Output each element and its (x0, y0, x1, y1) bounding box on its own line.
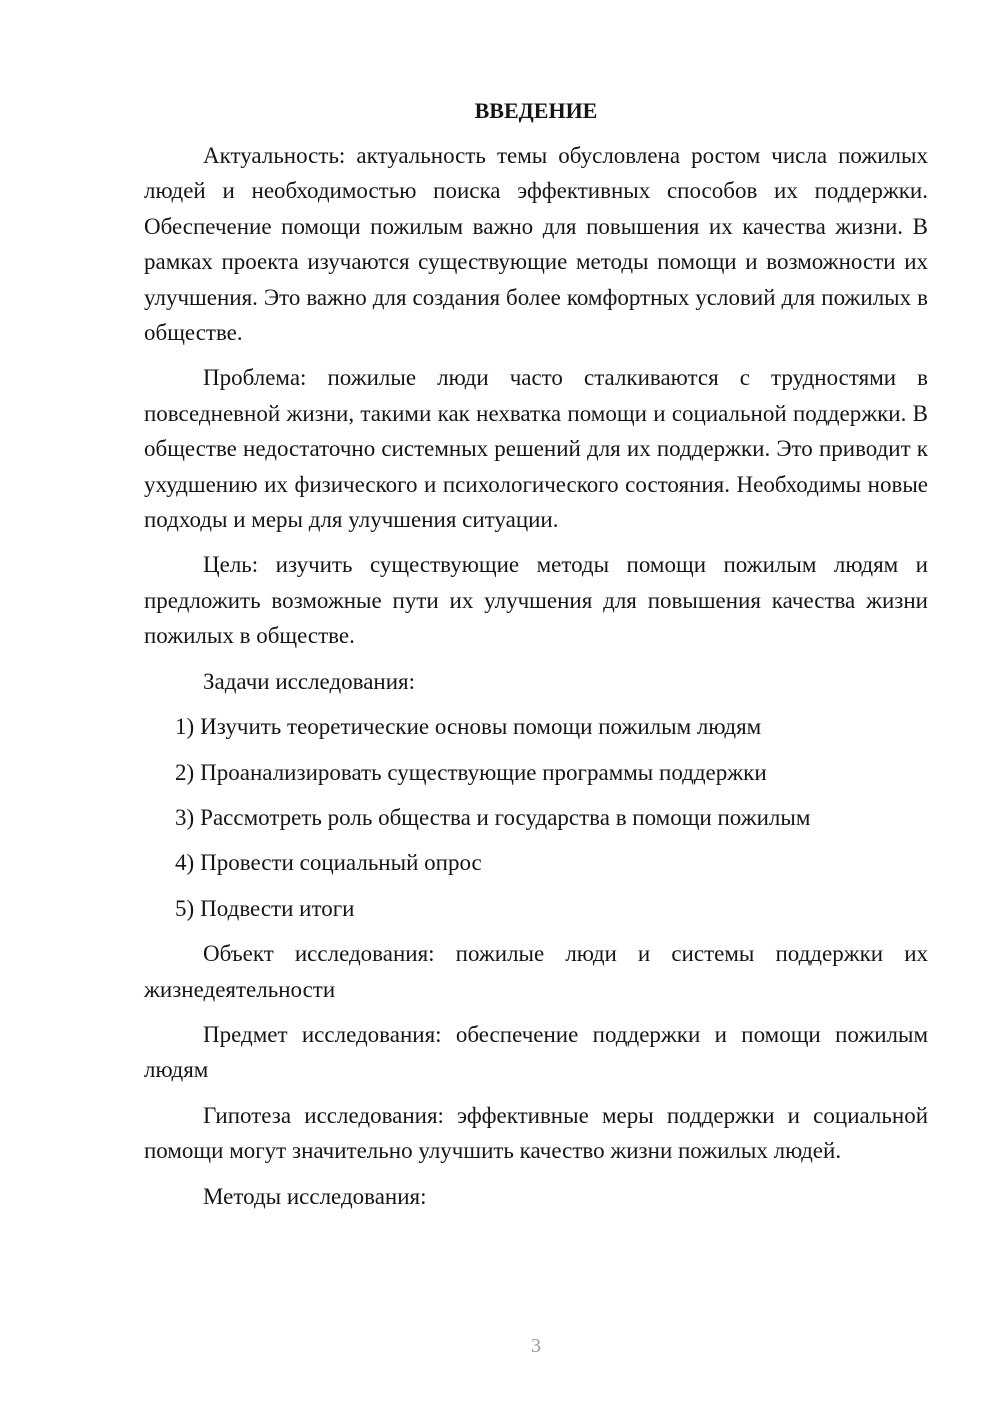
page-content (144, 96, 928, 1224)
list-item (144, 755, 928, 790)
list-item-number: 4) (175, 850, 195, 876)
list-item-text: Изучить теоретические основы помощи пожилым людям (200, 714, 762, 740)
paragraph-hypothesis: Гипотеза исследования: эффективные меры поддержки и социальной помощи могут значительно улучшить качество жизни пожилых людей. (144, 1102, 928, 1164)
paragraph-object: Объект исследования: пожилые люди и системы поддержки их жизнедеятельности (144, 941, 928, 1002)
page-title: ВВЕДЕНИЕ (474, 98, 598, 123)
paragraph-methods-heading: Методы исследования: (203, 1183, 427, 1209)
list-item-text: Провести социальный опрос (200, 850, 482, 876)
list-item-text: Проанализировать существующие программы поддержки (200, 759, 767, 785)
list-item (144, 891, 928, 926)
paragraph-subject: Предмет исследования: обеспечение поддержки и помощи пожилым людям (144, 1021, 928, 1083)
page-number: 3 (531, 1335, 541, 1357)
paragraph-relevance: Актуальность: актуальность темы обусловлена ростом числа пожилых людей и необходимостью поиска эффективных способов их поддержки. Обеспечение помощи пожилым важно для повышения их качества жизни. В рамках проекта изучаются существующие методы помощи и возможности их улучшения. Это важно для создания более комфортных условий для пожилых в обществе. (144, 143, 928, 346)
paragraph-problem: Проблема: пожилые люди часто сталкиваются с трудностями в повседневной жизни, такими как нехватка помощи и социальной поддержки. В обществе недостаточно системных решений для их поддержки. Это приводит к ухудшению их физического и психологического состояния. Необходимы новые подходы и меры для улучшения ситуации. (144, 365, 928, 533)
list-item-number: 5) (175, 895, 195, 921)
paragraph-tasks-heading: Задачи исследования: (203, 668, 416, 694)
list-item (144, 709, 928, 744)
list-item (144, 845, 928, 880)
list-item-text: Подвести итоги (200, 895, 355, 921)
list-item (144, 800, 928, 835)
tasks-list (144, 709, 928, 926)
list-item-text: Рассмотреть роль общества и государства в помощи пожилым (200, 804, 811, 830)
list-item-number: 2) (175, 759, 195, 785)
list-item-number: 3) (175, 804, 195, 830)
list-item-number: 1) (175, 714, 195, 740)
paragraph-goal: Цель: изучить существующие методы помощи пожилым людям и предложить возможные пути их улучшения для повышения качества жизни пожилых в обществе. (144, 552, 928, 649)
